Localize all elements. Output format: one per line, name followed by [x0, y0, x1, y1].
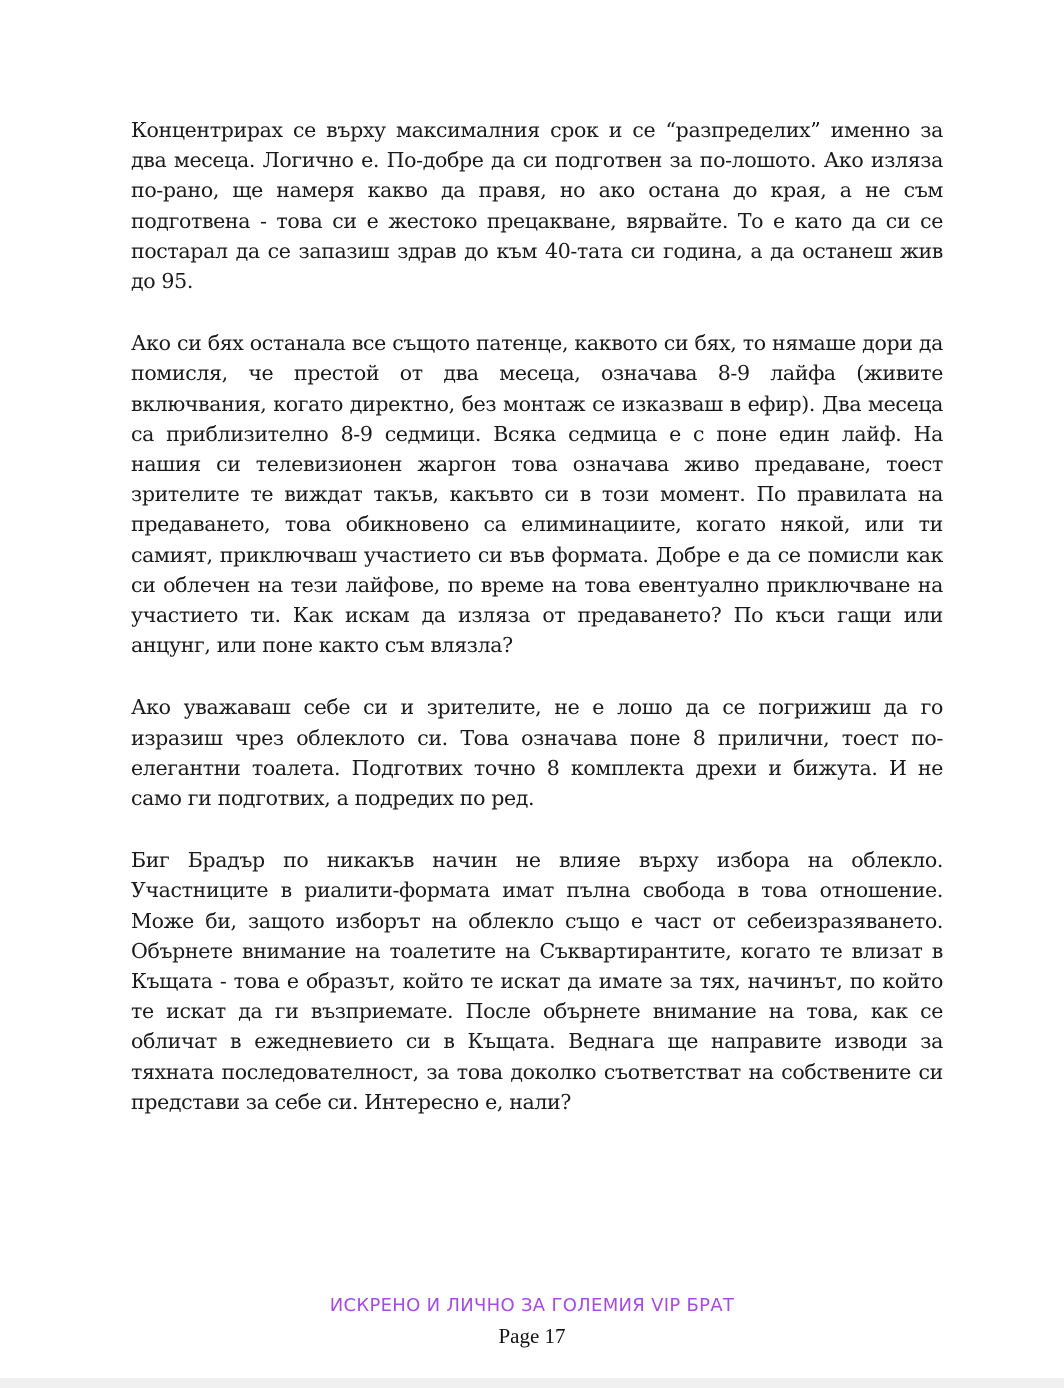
- paragraph: Ако си бях останала все същото патенце, каквото си бях, то нямаше дори да помисля, че престой от два месеца, означава 8-9 лайфа (живите включвания, когато директно, без монтаж се изказваш в ефир). Два месеца са приблизително 8-9 седмици. Всяка седмица е с поне един лайф. На нашия си телевизионен жаргон това означава живо предаване, тоест зрителите те виждат такъв, какъвто си в този момент. По правилата на предаването, това обикновено са елиминациите, когато някой, или ти самият, приключваш участието си във формата. Добре е да се помисли как си облечен на тези лайфове, по време на това евентуално приключване на участието ти. Как искам да изляза от предаването? По къси гащи или анцунг, или поне както съм влязла?: [131, 331, 943, 658]
- page-number: Page 17: [498, 1324, 566, 1348]
- paragraph: Ако уважаваш себе си и зрителите, не е лошо да се погрижиш да го изразиш чрез облеклото си. Това означава поне 8 прилични, тоест по-елегантни тоалета. Подготвих точно 8 комплекта дрехи и бижута. И не само ги подготвих, а подредих по ред.: [131, 695, 943, 811]
- paragraph: Концентрирах се върху максималния срок и се “разпределих” именно за два месеца. Логично е. По-добре да си подготвен за по-лошото. Ако изляза по-рано, ще намеря какво да правя, но ако остана до края, а не съм подготвена - това си е жестоко прецакване, вярвайте. То е като да си се постарал да се запазиш здрав до към 40-тата си година, а да останеш жив до 95.: [131, 118, 943, 294]
- body-text: [131, 115, 943, 1149]
- footer-book-title: ИСКРЕНО И ЛИЧНО ЗА ГОЛЕМИЯ VIP БРАТ: [329, 1295, 735, 1316]
- paragraph: Биг Брадър по никакъв начин не влияе върху избора на облекло. Участниците в риалити-формата имат пълна свобода в това отношение. Може би, защото изборът на облекло също е част от себеизразяването. Обърнете внимание на тоалетите на Съквартирантите, когато те влизат в Къщата - това е образът, който те искат да имате за тях, начинът, по който те искат да ги възприемате. После обърнете внимание на това, как се обличат в ежедневието си в Къщата. Веднага ще направите изводи за тяхната последователност, за това доколко съответстват на собствените си представи за себе си. Интересно е, нали?: [131, 848, 943, 1114]
- page-bottom-edge: [0, 1378, 1064, 1388]
